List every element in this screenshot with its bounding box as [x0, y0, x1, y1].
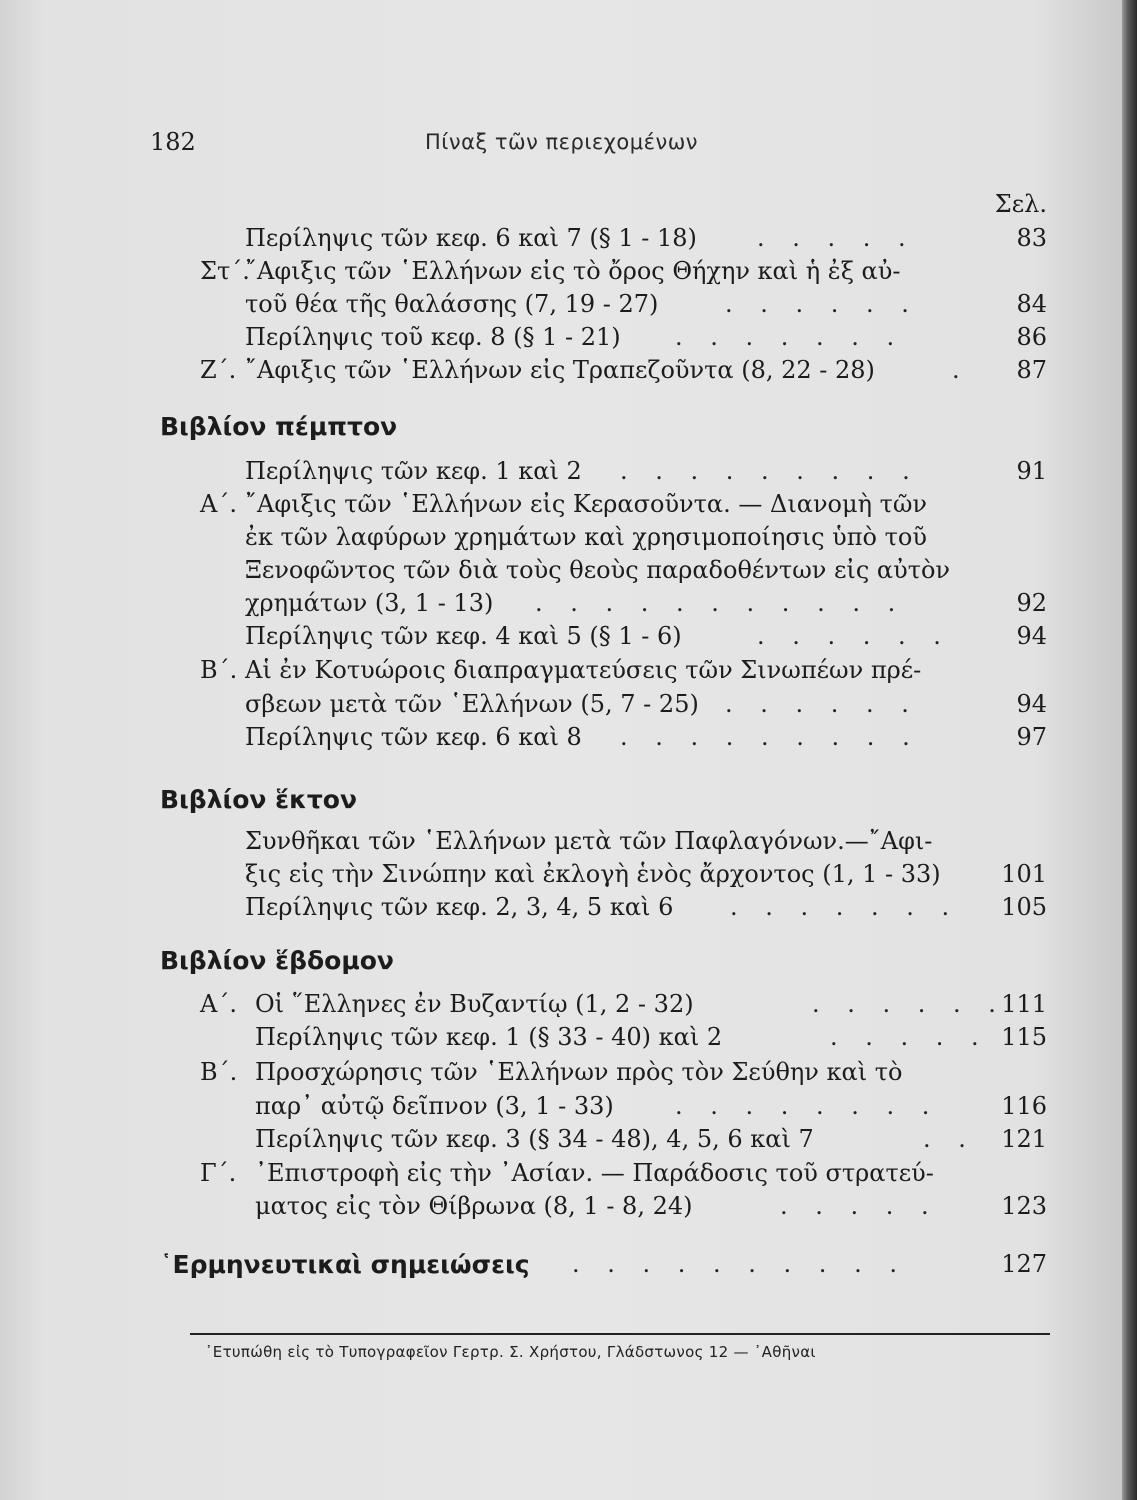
entry-text: ᾽Επιστροφὴ εἰς τὴν ᾽Ασίαν. — Παράδοσις τοῦ στρατεύ- — [255, 1159, 934, 1187]
entry-text: ματος εἰς τὸν Θίβρωνα (8, 1 - 8, 24) — [255, 1192, 693, 1220]
book-heading-seventh: Βιβλίον ἕβδομον — [160, 946, 394, 975]
leader-dots: . . — [923, 1125, 976, 1153]
page-column-heading: Σελ. — [994, 190, 1047, 218]
footer-rule-visible — [190, 1333, 1050, 1335]
entry-text: Περίληψις τῶν κεφ. 3 (§ 34 - 48), 4, 5, 6 καὶ 7 — [255, 1125, 814, 1153]
entry-text: ῎Αφιξις τῶν ῾Ελλήνων εἰς τὸ ὄρος Θήχην καὶ ἡ ἐξ αὐ- — [245, 257, 901, 285]
leader-dots: . . . . . . . . . — [620, 723, 920, 751]
book-heading-sixth: Βιβλίον ἕκτον — [160, 785, 357, 814]
leader-dots: . . . . . — [830, 1023, 989, 1051]
entry-page: 91 — [1016, 457, 1047, 485]
entry-text: Οἱ ῞Ελληνες ἐν Βυζαντίῳ (1, 2 - 32) — [255, 990, 694, 1018]
entry-number: Γ΄. — [200, 1159, 237, 1187]
entry-text: Περίληψις τῶν κεφ. 1 (§ 33 - 40) καὶ 2 — [255, 1023, 723, 1051]
entry-text: Συνθῆκαι τῶν ῾Ελλήνων μετὰ τῶν Παφλαγόνων.—῎Αφι- — [245, 827, 933, 855]
entry-number: Στ΄. — [200, 257, 250, 285]
page-edge-shadow — [1122, 0, 1137, 1500]
leader-dots: . . . . . . . . . . — [572, 1250, 907, 1278]
entry-text: τοῦ θέα τῆς θαλάσσης (7, 19 - 27) — [245, 290, 659, 318]
entry-text: Προσχώρησις τῶν ῾Ελλήνων πρὸς τὸν Σεύθην καὶ τὸ — [255, 1058, 903, 1086]
entry-text: Περίληψις τῶν κεφ. 4 καὶ 5 (§ 1 - 6) — [245, 622, 682, 650]
entry-page: 115 — [1001, 1023, 1047, 1051]
entry-number: Α΄. — [200, 990, 237, 1018]
entry-text: παρ᾽ αὐτῷ δεῖπνον (3, 1 - 33) — [255, 1092, 614, 1120]
entry-page: 97 — [1016, 723, 1047, 751]
entry-page: 101 — [1001, 860, 1047, 888]
entry-page: 83 — [1016, 224, 1047, 252]
page-header — [150, 128, 750, 164]
entry-number: Α΄. — [200, 490, 237, 518]
page-number: 182 — [150, 128, 196, 156]
entry-text: Περίληψις τῶν κεφ. 6 καὶ 8 — [245, 723, 582, 751]
entry-page: 92 — [1016, 589, 1047, 617]
leader-dots: . . . . . . . — [675, 323, 905, 351]
entry-text: ῎Αφιξις τῶν ῾Ελλήνων εἰς Τραπεζοῦντα (8, 22 - 28) — [245, 356, 875, 384]
leader-dots: . . . . . . . . — [675, 1092, 940, 1120]
entry-page: 127 — [1001, 1250, 1047, 1278]
printer-imprint-text: ᾽Ετυπώθη εἰς τὸ Τυπογραφεῖον Γερτρ. Σ. Χρήστου, Γλάδστωνος 12 — ᾽Αθῆναι — [205, 1343, 816, 1361]
entry-number: Β΄. — [200, 1058, 238, 1086]
running-title: Πίναξ τῶν περιεχομένων — [425, 130, 699, 154]
leader-dots: . . . . . . . . . . . — [535, 589, 906, 617]
entry-text: Περίληψις τῶν κεφ. 6 καὶ 7 (§ 1 - 18) — [245, 224, 697, 252]
entry-page: 111 — [1001, 990, 1047, 1018]
entry-page: 121 — [1001, 1125, 1047, 1153]
entry-page: 86 — [1016, 323, 1047, 351]
leader-dots: . . . . . . — [812, 990, 1006, 1018]
entry-page: 94 — [1016, 622, 1047, 650]
entry-page: 123 — [1001, 1192, 1047, 1220]
leader-dots: . — [952, 356, 970, 384]
entry-page: 116 — [1001, 1092, 1047, 1120]
leader-dots: . . . . . . . . . — [620, 457, 920, 485]
entry-page: 87 — [1016, 356, 1047, 384]
entry-text: Περίληψις τῶν κεφ. 2, 3, 4, 5 καὶ 6 — [245, 893, 674, 921]
entry-number: Β΄. — [200, 656, 238, 684]
entry-text: σβεων μετὰ τῶν ῾Ελλήνων (5, 7 - 25) — [245, 690, 699, 718]
entry-page: 105 — [1001, 893, 1047, 921]
leader-dots: . . . . . . — [725, 690, 919, 718]
entry-text: ῎Αφιξις τῶν ῾Ελλήνων εἰς Κερασοῦντα. — Διανομὴ τῶν — [245, 490, 928, 518]
leader-dots: . . . . . . . — [730, 893, 960, 921]
toc-entry-notes — [160, 1248, 1060, 1281]
leader-dots: . . . . . — [780, 1192, 939, 1220]
notes-heading: ῾Ερμηνευτικαὶ σημειώσεις — [160, 1250, 530, 1279]
entry-page: 94 — [1016, 690, 1047, 718]
entry-text: ξις εἰς τὴν Σινώπην καὶ ἐκλογὴ ἑνὸς ἄρχοντος (1, 1 - 33) — [245, 860, 941, 888]
entry-text: Ξενοφῶντος τῶν διὰ τοὺς θεοὺς παραδοθέντων εἰς αὐτὸν — [245, 556, 951, 584]
entry-text: ἐκ τῶν λαφύρων χρημάτων καὶ χρησιμοποίησις ὑπὸ τοῦ — [245, 523, 927, 551]
leader-dots: . . . . . — [757, 224, 916, 252]
leader-dots: . . . . . . — [757, 622, 951, 650]
entry-text: χρημάτων (3, 1 - 13) — [245, 589, 494, 617]
book-heading-fifth: Βιβλίον πέμπτον — [160, 412, 398, 441]
entry-text: Περίληψις τῶν κεφ. 1 καὶ 2 — [245, 457, 582, 485]
entry-text: Περίληψις τοῦ κεφ. 8 (§ 1 - 21) — [245, 323, 621, 351]
entry-number: Ζ΄. — [200, 356, 237, 384]
leader-dots: . . . . . . — [725, 290, 919, 318]
entry-text: Αἱ ἐν Κοτυώροις διαπραγματεύσεις τῶν Σινωπέων πρέ- — [245, 656, 922, 684]
entry-page: 84 — [1016, 290, 1047, 318]
